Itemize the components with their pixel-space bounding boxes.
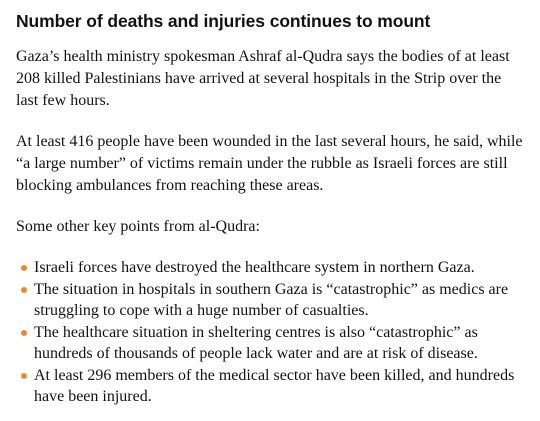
list-item-text: The healthcare situation in sheltering centres is also “catastrophic” as hundreds of thousands of people lack water and are at risk of disease. [34,323,478,362]
paragraph-1: Gaza’s health ministry spokesman Ashraf al-Qudra says the bodies of at least 208 killed Palestinians have arrived at several hospitals in the Strip over the last few hours. [16,48,510,109]
section-heading: Number of deaths and injuries continues to mount [16,11,431,31]
bullet-dot-icon [21,330,27,336]
list-item-text: At least 296 members of the medical sector have been killed, and hundreds have been injured. [34,366,515,405]
list-item-text: The situation in hospitals in southern Gaza is “catastrophic” as medics are struggling to cope with a huge number of casualties. [34,280,509,319]
bullet-dot-icon [21,373,27,379]
bullet-dot-icon [21,287,27,293]
list-item [16,322,536,365]
list-item [16,279,536,322]
list-item-text: Israeli forces have destroyed the healthcare system in northern Gaza. [34,259,475,276]
key-points-list [16,257,536,408]
article [16,10,536,408]
paragraph-3: Some other key points from al-Qudra: [16,218,260,235]
bullet-dot-icon [21,265,27,271]
paragraph-2: At least 416 people have been wounded in the last several hours, he said, while “a large number” of victims remain under the rubble as Israeli forces are still blocking ambulances from reaching these areas. [16,133,523,194]
list-item [16,257,536,279]
list-item [16,365,536,408]
